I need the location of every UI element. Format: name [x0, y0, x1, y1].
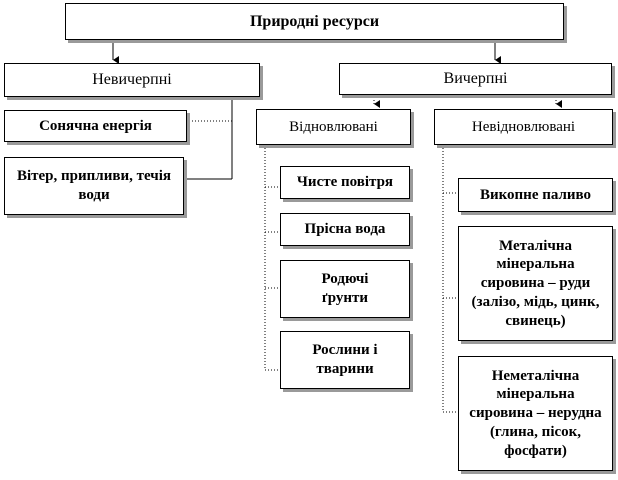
renewable-label: Відновлювані [289, 118, 378, 135]
item-label: Неметалічна мінеральна сировина – нерудна (глина, пісок, фосфати) [469, 367, 602, 459]
inexhaustible-node [4, 63, 260, 97]
inexhaustible-item [4, 110, 187, 142]
item-label: Рослини і тварини [312, 342, 378, 377]
nonrenewable-item [458, 226, 613, 341]
nonrenewable-node [434, 109, 613, 145]
item-label: Чисте повітря [296, 174, 394, 191]
renewable-node [256, 109, 411, 145]
renewable-item [280, 166, 410, 199]
nonrenewable-item [458, 356, 613, 471]
item-label: Родючі ґрунти [321, 271, 369, 306]
exhaustible-node [339, 63, 612, 95]
nonrenewable-label: Невідновлювані [471, 118, 576, 135]
renewable-item [280, 260, 410, 318]
renewable-item [280, 331, 410, 389]
nonrenewable-item [458, 178, 613, 212]
root-label: Природні ресурси [249, 12, 380, 30]
item-label: Вітер, припливи, течія води [16, 168, 171, 203]
inexhaustible-item [4, 157, 184, 215]
item-label: Прісна вода [304, 221, 386, 238]
exhaustible-label: Вичерпні [443, 70, 508, 87]
item-label: Металічна мінеральна сировина – руди (залізо, мідь, цинк, свинець) [471, 237, 600, 329]
renewable-item [280, 213, 410, 246]
inexhaustible-label: Невичерпні [92, 71, 172, 88]
item-label: Викопне паливо [479, 186, 592, 203]
root-node [65, 3, 564, 40]
item-label: Сонячна енергія [39, 117, 152, 134]
